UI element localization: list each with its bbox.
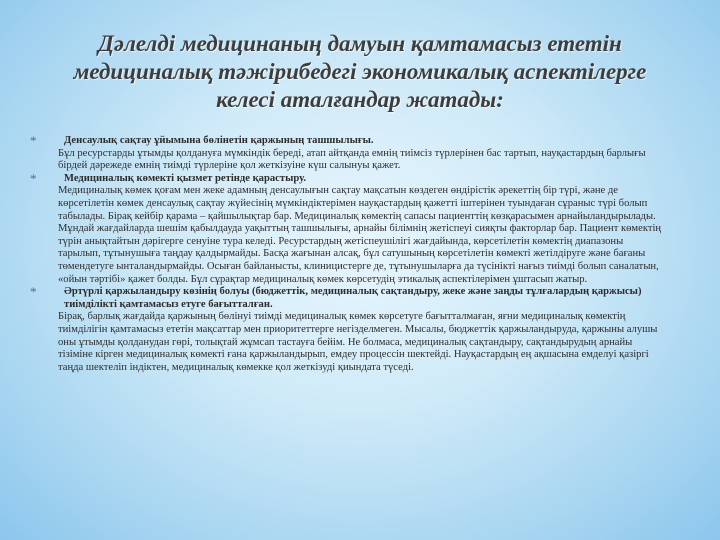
item-text: Медициналық көмек қоғам мен жеке адамның денсаулығын сақтау мақсатын көздеген өндірістік әрекеттің бір түрі, және де көрсетілетін көмек денсаулық сақтау жүйесінің мүмкіндіктерімен науқастардың қажетті іштерінен туындаған сұраныс түрі болып табылады. Бірақ кейбір қарама – қайшылықтар бар. Медициналық көмектің сапасы пациенттің көзқарасымен арнайыландырылады. Мұндай жағдайларда шешім қабылдауда уақыттың ташшылығы, арнайы білімнің жетіспеуі сияқты факторлар бар. Пациент көмектің түрін анықтайтын дәрігерге сенуіне тура келеді. Ресурстардың жетіспеушілігі жағдайында, көрсетілетін көмектің диапазоны тарылып, тұтынушыға таңдау қалдырмайды. Басқа жағынан алсақ, бұл сатушының көрсетілетін көмекті жетілдіруге және бағаны төмендетуге ынталандырмайды. Осыған байланысты, клиницистерге де, тұтынушыларға да түсінікті нағыз тиімді болып саналатын, «ойын тәртібі» қажет болды. Бұл сұрақтар медициналық көмек көрсетудің этикалық аспектілерімен ұштасып жатыр. <box>58 185 662 285</box>
list-item <box>30 284 664 374</box>
list-item <box>30 133 664 173</box>
item-heading: Әртүрлі қаржыландыру көзінің болуы (бюджеттік, медициналық сақтандыру, жеке және заңды тұлғалардың қаржысы) тиімділікті қамтамасыз етуге бағытталған. <box>64 286 642 310</box>
slide-body <box>30 133 664 374</box>
slide-title <box>40 30 680 114</box>
title-line-1: Дәлелді медицинаның дамуын қамтамасыз ететін <box>98 31 622 56</box>
item-heading: Денсаулық сақтау ұйымына бөлінетін қаржының ташшылығы. <box>64 135 374 146</box>
title-line-3: келесі аталғандар жатады: <box>216 87 504 112</box>
item-text: Бірақ, барлық жағдайда қаржының бөлінуі тиімді медициналық көмек көрсетуге бағытталмаған, яғни медициналық көмектің тиімділігін қамтамасыз ететін мақсаттар мен приоритеттерге негізделмеген. Мысалы, бюджеттік қаржыландыруда, қаржыны алушы оны ұтымды қолданудан гөрі, толықтай жұмсап тастауға бейім. Не болмаса, медициналық сақтандыру, сақтандырудың арнайы тізіміне кірген медициналық көмекті ғана қаржыландырып, емдеу процессін шектейді. Науқастардың ең ақшасына емделуі қазіргі таңда шектеліп індіктен, медициналық көмекке қол жеткізуді қиындата түседі. <box>58 311 658 373</box>
bullet-marker: * <box>30 284 37 300</box>
title-line-2: медициналық тәжірибедегі экономикалық аспектілерге <box>73 59 647 84</box>
list-item <box>30 170 664 286</box>
bullet-marker: * <box>30 170 37 186</box>
bullet-marker: * <box>30 133 37 148</box>
item-text: Бұл ресурстарды ұтымды қолдануға мүмкіндік береді, атап айтқанда емнің тиімсіз түрлерінен бас тартып, науқастардың барлығы бірдей дәрежеде емнің тиімді түрлеріне қол жеткізуіне күш салынуы қажет. <box>58 147 646 172</box>
item-heading: Медициналық көмекті қызмет ретінде қарастыру. <box>64 172 306 184</box>
